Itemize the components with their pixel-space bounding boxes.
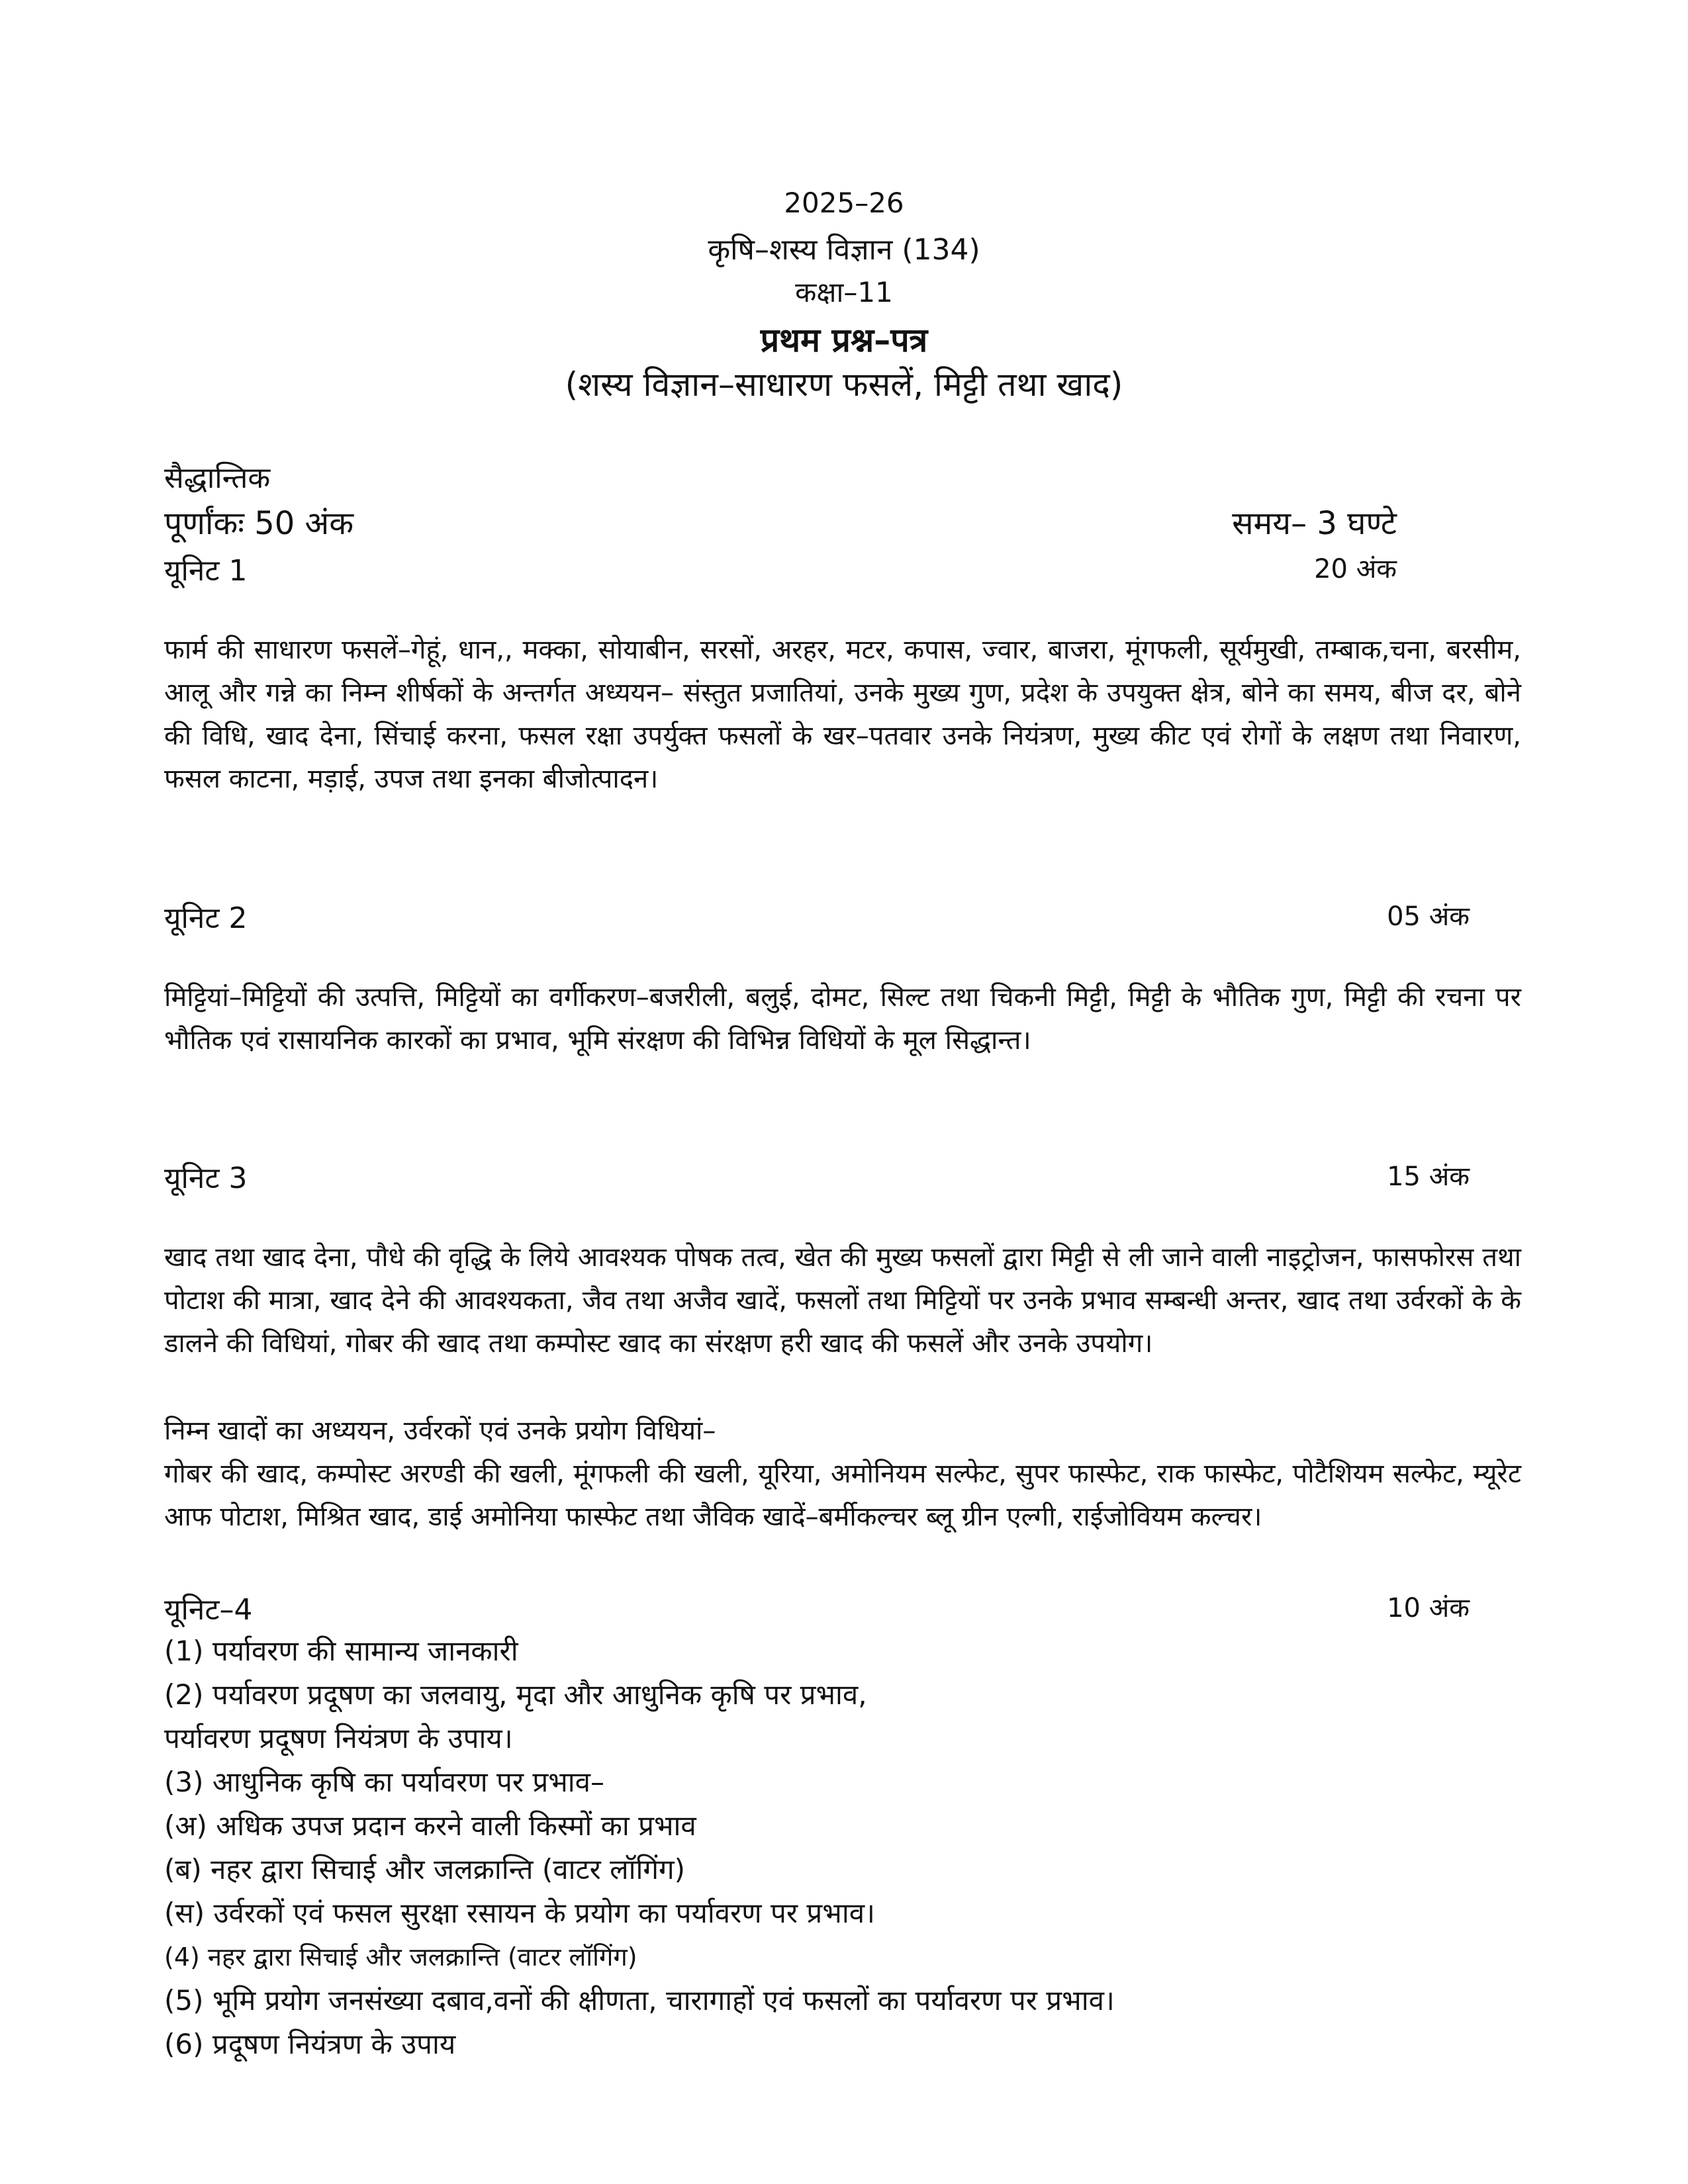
- unit-3-marks: 15 अंक: [1387, 1161, 1470, 1192]
- list-item: (3) आधुनिक कृषि का पर्यावरण पर प्रभाव–: [164, 1766, 605, 1798]
- theory-label: सैद्धान्तिक: [164, 461, 271, 495]
- unit-3-subheading: निम्न खादों का अध्ययन, उर्वरकों एवं उनके प्रयोग विधियां–: [164, 1416, 716, 1446]
- unit-1-marks: 20 अंक: [1314, 554, 1397, 584]
- list-item: (स) उर्वरकों एवं फसल सुरक्षा रसायन के प्रयोग का पर्यावरण पर प्रभाव।: [164, 1897, 875, 1929]
- unit-4-title: यूनिट–4: [164, 1593, 253, 1627]
- unit-1-title: यूनिट 1: [164, 554, 248, 588]
- unit-2-title: यूनिट 2: [164, 901, 248, 935]
- list-item: (4) नहर द्वारा सिचाई और जलक्रान्ति (वाटर लॉगिंग): [164, 1942, 637, 1972]
- list-item: (ब) नहर द्वारा सिचाई और जलक्रान्ति (वाटर लॉगिंग): [164, 1853, 686, 1886]
- list-item: (अ) अधिक उपज प्रदान करने वाली किस्मों का प्रभाव: [164, 1809, 696, 1842]
- list-item: (1) पर्यावरण की सामान्य जानकारी: [164, 1635, 518, 1667]
- class-label: कक्षा–11: [795, 276, 893, 308]
- unit-2-content: मिट्टियां–मिट्टियों की उत्पत्ति, मिट्टियों का वर्गीकरण–बजरीली, बलुई, दोमट, सिल्ट तथा चिकनी मिट्टी, मिट्टी के भौतिक गुण, मिट्टी की रचना पर भौतिक एवं रासायनिक कारकों का प्रभाव, भूमि संरक्षण की विभिन्न विधियों के मूल सिद्धान्त।: [164, 982, 1521, 1056]
- list-item: (6) प्रदूषण नियंत्रण के उपाय: [164, 2028, 456, 2060]
- total-marks: पूर्णांकः 50 अंक: [164, 505, 354, 542]
- unit-2-marks: 05 अंक: [1387, 901, 1470, 932]
- unit-3-title: यूनिट 3: [164, 1161, 248, 1195]
- paper-title: प्रथम प्रश्न–पत्र: [760, 321, 928, 359]
- subject-title: कृषि–शस्य विज्ञान (134): [708, 233, 980, 267]
- list-item: (2) पर्यावरण प्रदूषण का जलवायु, मृदा और आधुनिक कृषि पर प्रभाव,: [164, 1678, 867, 1711]
- unit-1-content: फार्म की साधारण फसलें–गेहूं, धान,, मक्का, सोयाबीन, सरसों, अरहर, मटर, कपास, ज्वार, बाजरा, मूंगफली, सूर्यमुखी, तम्बाक,चना, बरसीम, आलू और गन्ने का निम्न शीर्षकों के अन्तर्गत अध्ययन– संस्तुत प्रजातियां, उनके मुख्य गुण, प्रदेश के उपयुक्त क्षेत्र, बोने का समय, बीज दर, बोने की विधि, खाद देना, सिंचाई करना, फसल रक्षा उपर्युक्त फसलों के खर–पतवार उनके नियंत्रण, मुख्य कीट एवं रोगों के लक्षण तथा निवारण, फसल काटना, मड़ाई, उपज तथा इनका बीजोत्पादन।: [164, 635, 1521, 794]
- unit-4-marks: 10 अंक: [1387, 1593, 1470, 1623]
- list-item: (5) भूमि प्रयोग जनसंख्या दबाव,वनों की क्षीणता, चारागाहों एवं फसलों का पर्यावरण पर प्रभाव।: [164, 1984, 1115, 2017]
- academic-year: 2025–26: [784, 187, 904, 219]
- unit-4-list: [164, 1629, 1115, 2066]
- unit-3-content: खाद तथा खाद देना, पौधे की वृद्धि के लिये आवश्यक पोषक तत्व, खेत की मुख्य फसलों द्वारा मिट्टी से ली जाने वाली नाइट्रोजन, फासफोरस तथा पोटाश की मात्रा, खाद देने की आवश्यकता, जैव तथा अजैव खादें, फसलों तथा मिट्टियों पर उनके प्रभाव सम्बन्धी अन्तर, खाद तथा उर्वरकों के के डालने की विधियां, गोबर की खाद तथा कम्पोस्ट खाद का संरक्षण हरी खाद की फसलें और उनके उपयोग।: [164, 1242, 1521, 1359]
- unit-3-fertilizer-list: गोबर की खाद, कम्पोस्ट अरण्डी की खली, मूंगफली की खली, यूरिया, अमोनियम सल्फेट, सुपर फास्फेट, राक फास्फेट, पोटैशियम सल्फेट, म्यूरेट आफ पोटाश, मिश्रित खाद, डाई अमोनिया फास्फेट तथा जैविक खादें–बर्मीकल्चर ब्लू ग्रीन एल्गी, राईजोवियम कल्चर।: [164, 1459, 1521, 1532]
- paper-topic: (शस्य विज्ञान–साधारण फसलें, मिट्टी तथा खाद): [565, 365, 1123, 404]
- exam-time: समय– 3 घण्टे: [1232, 505, 1397, 542]
- list-item: पर्यावरण प्रदूषण नियंत्रण के उपाय।: [164, 1722, 513, 1754]
